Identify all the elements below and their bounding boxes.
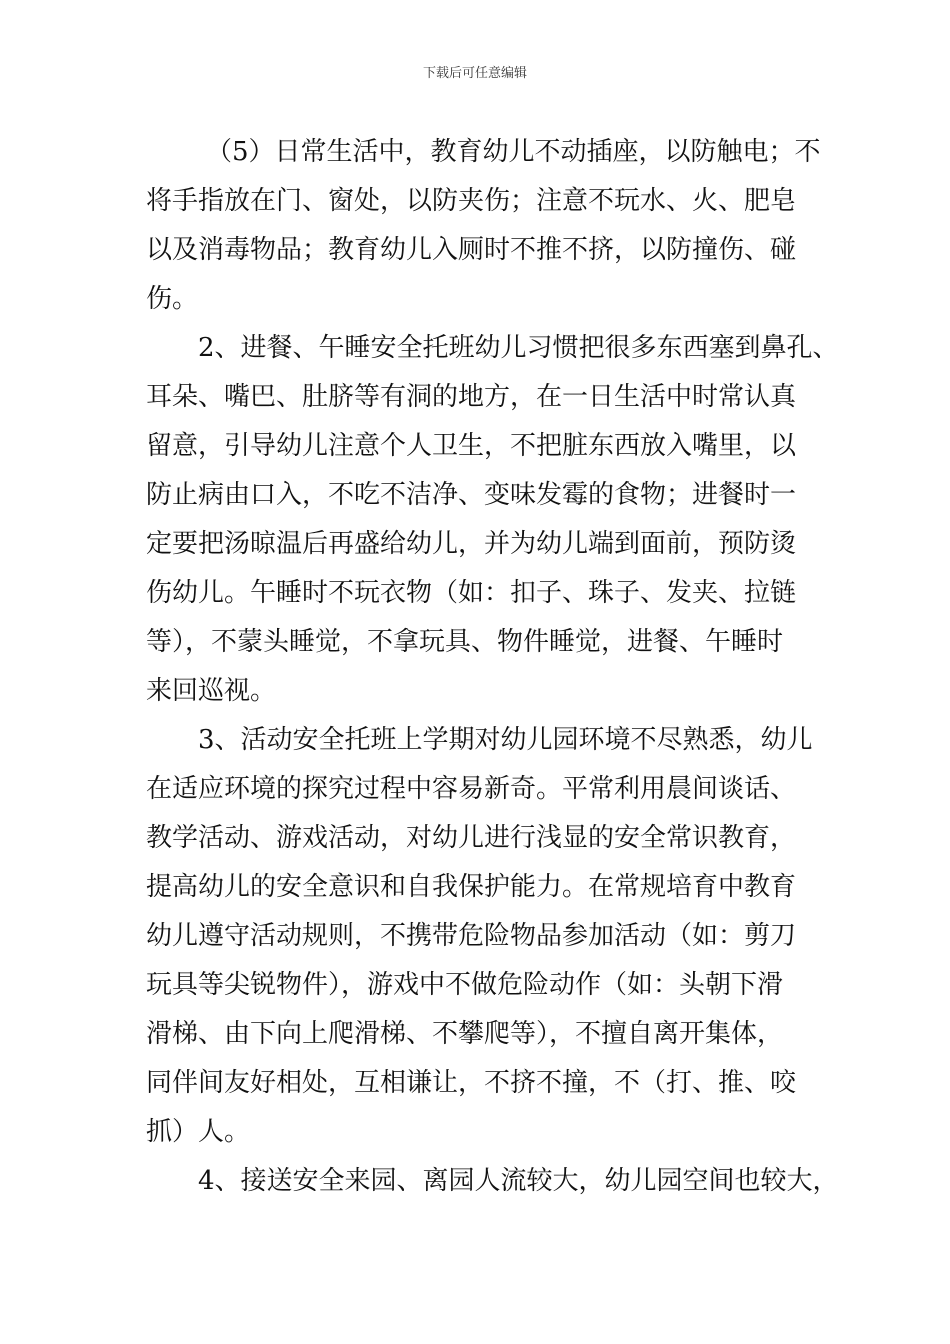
text-line: 耳朵、嘴巴、肚脐等有洞的地方，在一日生活中时常认真: [146, 382, 797, 412]
paragraph-activity-safety: [146, 716, 816, 1157]
text-line: 抓）人。: [146, 1117, 251, 1147]
text-line: 提高幼儿的安全意识和自我保护能力。在常规培育中教育: [146, 872, 797, 902]
text-line: 4、接送安全来园、离园人流较大，幼儿园空间也较大，: [198, 1166, 839, 1196]
text-line: 在适应环境的探究过程中容易新奇。平常利用晨间谈话、: [146, 774, 797, 804]
text-line: 伤幼儿。午睡时不玩衣物（如：扣子、珠子、发夹、拉链: [146, 578, 797, 608]
text-line: 以及消毒物品；教育幼儿入厕时不推不挤，以防撞伤、碰: [146, 235, 797, 265]
text-line: 滑梯、由下向上爬滑梯、不攀爬等），不擅自离开集体，: [146, 1019, 784, 1049]
text-line: 定要把汤晾温后再盛给幼儿，并为幼儿端到面前，预防烫: [146, 529, 797, 559]
text-line: 幼儿遵守活动规则，不携带危险物品参加活动（如：剪刀: [146, 921, 797, 951]
document-body: [146, 128, 839, 1206]
text-line: 来回巡视。: [146, 676, 277, 706]
text-line: 教学活动、游戏活动，对幼儿进行浅显的安全常识教育，: [146, 823, 797, 853]
paragraph-meal-nap-safety: [146, 324, 839, 716]
text-line: 将手指放在门、窗处，以防夹伤；注意不玩水、火、肥皂: [146, 186, 797, 216]
text-line: 留意，引导幼儿注意个人卫生，不把脏东西放入嘴里，以: [146, 431, 797, 461]
paragraph-daily-life: [146, 128, 821, 324]
text-line: 2、进餐、午睡安全托班幼儿习惯把很多东西塞到鼻孔、: [198, 333, 839, 363]
text-line: 3、活动安全托班上学期对幼儿园环境不尽熟悉，幼儿: [198, 725, 813, 755]
text-line: （5）日常生活中，教育幼儿不动插座，以防触电；不: [206, 137, 821, 167]
text-line: 等），不蒙头睡觉，不拿玩具、物件睡觉，进餐、午睡时: [146, 627, 784, 657]
text-line: 伤。: [146, 284, 199, 314]
paragraph-pickup-safety: [146, 1157, 839, 1206]
text-line: 玩具等尖锐物件），游戏中不做危险动作（如：头朝下滑: [146, 970, 784, 1000]
text-line: 防止病由口入，不吃不洁净、变味发霉的食物；进餐时一: [146, 480, 797, 510]
text-line: 同伴间友好相处，互相谦让，不挤不撞，不（打、推、咬: [146, 1068, 797, 1098]
page-header: 下载后可任意编辑: [422, 66, 527, 81]
